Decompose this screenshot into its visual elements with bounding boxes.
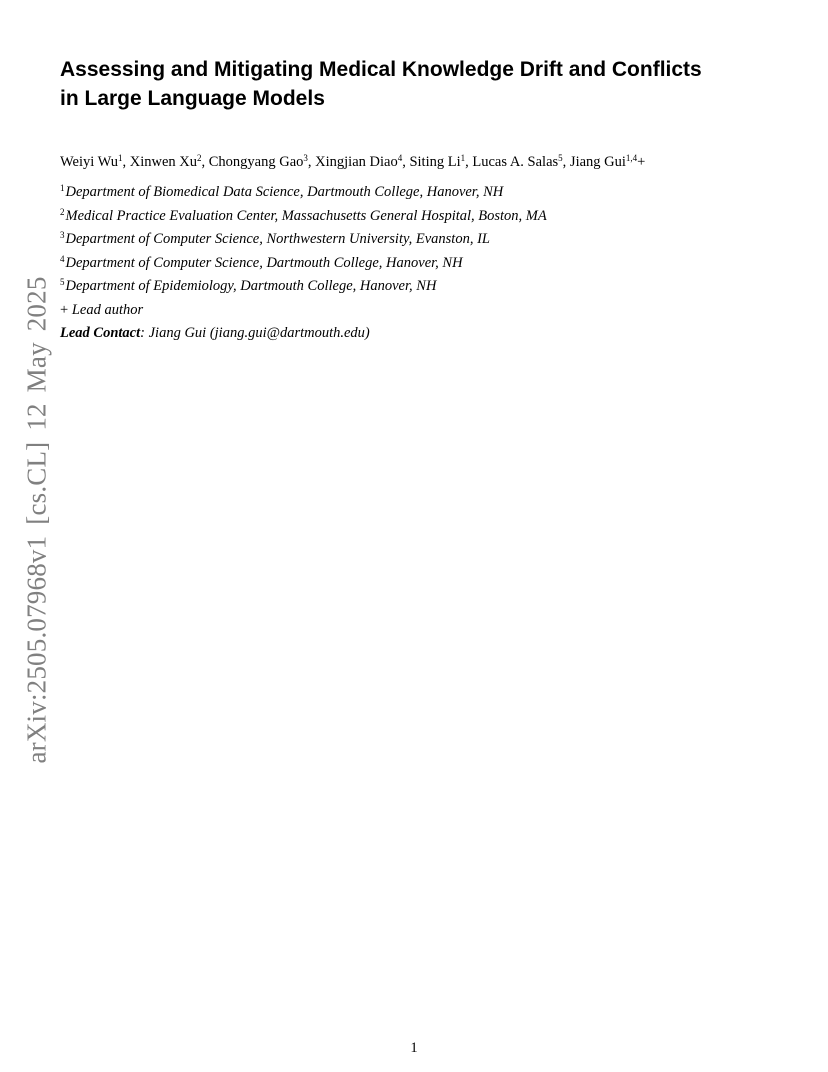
affiliation-text: Department of Computer Science, Dartmouth College, Hanover, NH	[65, 254, 463, 271]
affiliation-item	[60, 252, 547, 276]
author-affiliation-mark: 1,4	[625, 153, 638, 163]
author-affiliation-mark: 1	[118, 153, 123, 163]
author-affiliation-mark: 2	[197, 153, 202, 163]
title-line-1: Assessing and Mitigating Medical Knowledge Drift and Conflicts	[60, 58, 702, 81]
affiliation-list	[60, 181, 547, 346]
lead-contact-value: : Jiang Gui (jiang.gui@dartmouth.edu)	[140, 325, 370, 341]
affiliation-number: 5	[60, 277, 65, 287]
author-affiliation-mark: 5	[558, 153, 563, 163]
author-name: Jiang Gui	[569, 154, 626, 170]
author-affiliation-mark: 1	[460, 153, 466, 163]
author-name: Xingjian Diao	[315, 154, 398, 170]
lead-author-note-text: Lead author	[71, 301, 144, 318]
affiliation-text: Department of Epidemiology, Dartmouth College, Hanover, NH	[65, 278, 437, 294]
affiliation-text: Department of Biomedical Data Science, Dartmouth College, Hanover, NH	[65, 184, 504, 200]
author-affiliation-mark: 4	[397, 153, 403, 163]
author-list: Weiyi Wu$^1$, Xinwen Xu$^2$, Chongyang Gao$^3$, Xingjian Diao$^4$, Siting Li$^1$, Lucas A. Salas$^5$, Jiang Gui$^{1,4}$+	[60, 153, 646, 170]
author-name: Xinwen Xu	[129, 154, 198, 170]
paper-title	[60, 55, 790, 113]
author-name: Siting Li	[409, 154, 461, 170]
affiliation-number: 4	[60, 253, 65, 264]
lead-author-mark: +	[637, 154, 646, 170]
affiliation-number: 1	[60, 183, 65, 193]
affiliation-number: 2	[60, 206, 65, 217]
lead-contact	[60, 322, 547, 346]
affiliation-text: Department of Computer Science, Northwestern University, Evanston, IL	[65, 231, 490, 247]
author-name: Lucas A. Salas	[472, 154, 559, 170]
affiliation-item	[60, 228, 547, 252]
affiliation-text: Medical Practice Evaluation Center, Massachusetts General Hospital, Boston, MA	[65, 207, 547, 224]
affiliation-number: 3	[60, 230, 65, 240]
author-affiliation-mark: 3	[303, 153, 308, 163]
affiliation-item	[60, 275, 547, 299]
affiliation-item	[60, 181, 547, 205]
lead-author-symbol: +	[60, 301, 69, 318]
author-name: Chongyang Gao	[208, 154, 304, 170]
lead-contact-label: Lead Contact	[60, 325, 141, 341]
affiliation-item	[60, 205, 547, 229]
author-name: Weiyi Wu	[60, 154, 118, 170]
arxiv-identifier: arXiv:2505.07968v1 [cs.CL] 12 May 2025	[21, 276, 52, 764]
page-number: 1	[410, 1040, 418, 1056]
lead-author-note	[60, 299, 547, 323]
title-line-2: in Large Language Models	[60, 87, 325, 110]
